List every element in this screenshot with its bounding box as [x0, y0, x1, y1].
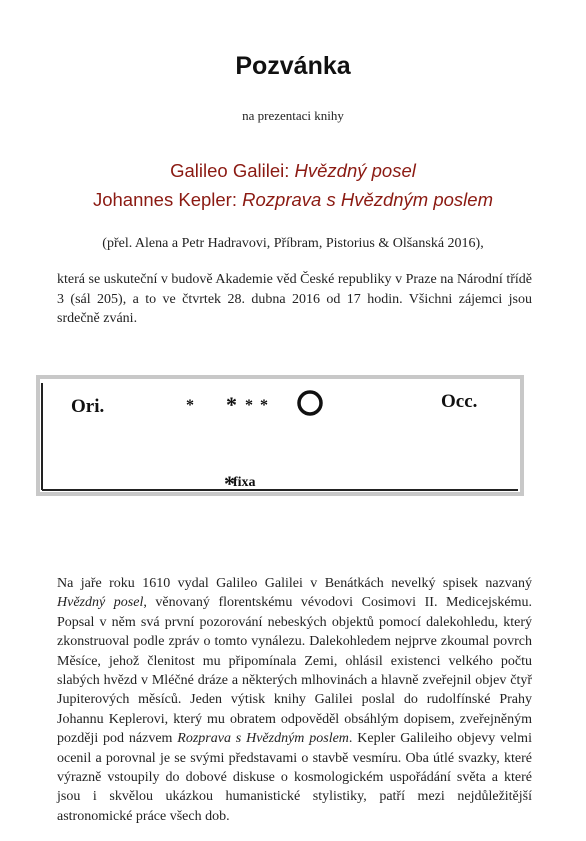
body-text-part: . Kepler Galileiho objevy velmi ocenil a porovnal je se svými představami o stavbě vesmíru. Oba útlé svazky, které výrazně vstoupily do dobové diskuse o kosmologickém uspořádání světa a které jsou i skvělou ukázkou humanistické stylistiky, patří mezi nejdůležitější astronomické práce všech dob. [57, 731, 532, 824]
body-text-part: Na jaře roku 1610 vydal Galileo Galilei v Benátkách nevelký spisek nazvaný [57, 576, 532, 591]
svg-text:*: * [226, 392, 237, 417]
translators-line: (přel. Alena a Petr Hadravovi, Příbram, Pistorius & Olšanská 2016), [102, 236, 484, 251]
star-icon [245, 397, 253, 414]
jupiter-circle-icon [299, 392, 321, 414]
book-title-galileo [0, 160, 586, 182]
label-occ: Occ. [441, 391, 478, 412]
svg-text:*: * [186, 397, 194, 414]
page-title: Pozvánka [235, 52, 351, 80]
star-icon [226, 392, 237, 417]
label-ori: Ori. [71, 396, 105, 417]
svg-text:*: * [260, 397, 268, 414]
svg-text:*: * [224, 471, 235, 492]
body-text-italic: Rozprava s Hvězdným poslem [177, 731, 349, 747]
svg-text:*: * [245, 397, 253, 414]
jupiter-observation-figure [36, 375, 524, 496]
venue-paragraph: která se uskuteční v budově Akademie věd České republiky v Praze na Národní třídě 3 (sál 205), a to ve čtvrtek 28. dubna 2016 od 17 hodin. Všichni zájemci jsou srdečně zváni. [57, 272, 532, 326]
body-text-part: , věnovaný florentskému vévodovi Cosimovi II. Medicejskému. Popsal v něm svá první pozorování nebeských objektů pomocí dalekohledu, který zkonstruoval podle zpráv o tomto vynálezu. Dalekohledem nejprve zkoumal povrch Měsíce, jehož členitost mu připomínala Zemi, ohlásil existenci velkého počtu slabých hvězd v Mléčné dráze a některých mlhovinách a hlavně zveřejnil objev čtyř Jupiterových měsíců. Jeden výtisk knihy Galilei poslal do rudolfínské Prahy Johannu Keplerovi, který mu obratem odpověděl obsáhlým dopisem, zveřejněným později pod názvem [57, 595, 532, 747]
star-icon [186, 397, 194, 414]
book-title-kepler [0, 189, 586, 211]
star-icon [260, 397, 268, 414]
book-work: Hvězdný posel [294, 160, 416, 181]
book-author: Johannes Kepler: [92, 189, 237, 210]
book-work: Rozprava s Hvězdným poslem [242, 189, 493, 210]
page-subtitle: na prezentaci knihy [242, 108, 344, 123]
label-fixa: fixa [233, 475, 256, 490]
body-text-italic: Hvězdný posel [57, 595, 144, 611]
book-author: Galileo Galilei: [170, 160, 290, 181]
body-paragraph [57, 574, 532, 826]
